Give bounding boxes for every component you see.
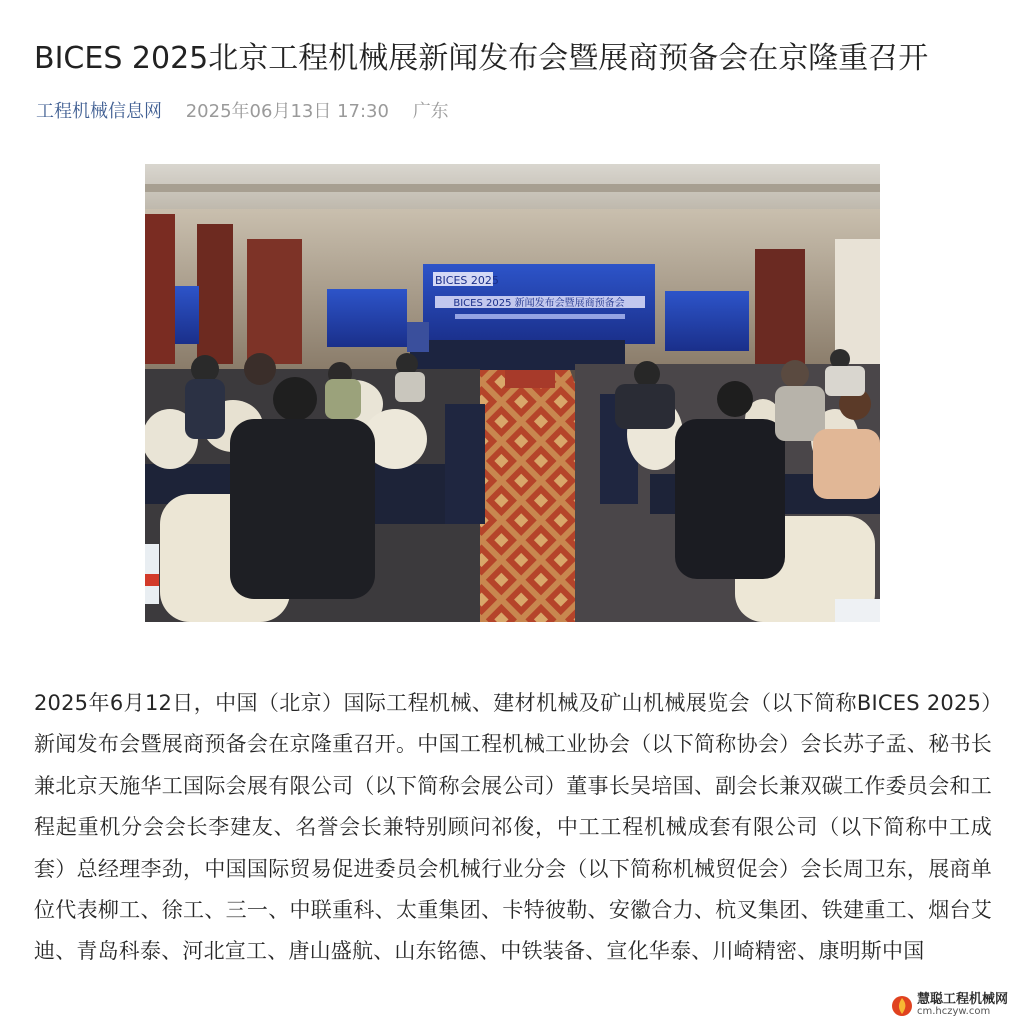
article-photo <box>145 164 880 622</box>
article-meta <box>36 99 449 125</box>
watermark-name: 慧聪工程机械网 <box>916 992 1008 1007</box>
watermark-url: cm.hczyw.com <box>916 1006 991 1017</box>
article-title: BICES 2025北京工程机械展新闻发布会暨展商预备会在京隆重召开 <box>34 41 929 76</box>
watermark <box>887 992 1012 1020</box>
conference-hall-image <box>145 164 880 622</box>
article-body: 2025年6月12日，中国（北京）国际工程机械、建材机械及矿山机械展览会（以下简称BICES 2025）新闻发布会暨展商预备会在京隆重召开。中国工程机械工业协会（以下简称协会）会长苏子孟、秘书长兼北京天施华工国际会展有限公司（以下简称会展公司）董事长吴培国、副会长兼双碳工作委员会和工程起重机分会会长李建友、名誉会长兼特别顾问祁俊，中工工程机械成套有限公司（以下简称中工成套）总经理李劲，中国国际贸易促进委员会机械行业分会（以下简称机械贸促会）会长周卫东，展商单位代表柳工、徐工、三一、中联重科、太重集团、卡特彼勒、安徽合力、杭叉集团、铁建重工、烟台艾迪、青岛科泰、河北宣工、唐山盛航、山东铭德、中铁装备、宣化华泰、川崎精密、康明斯中国 <box>34 691 992 964</box>
screen-title-text: BICES 2025 <box>435 274 499 287</box>
publish-location: 广东 <box>412 101 449 122</box>
screen-subtitle-text: BICES 2025 新闻发布会暨展商预备会 <box>453 298 625 309</box>
flame-logo-icon <box>891 995 913 1017</box>
publish-time: 2025年06月13日 17:30 <box>185 101 389 122</box>
source-link[interactable]: 工程机械信息网 <box>36 101 162 122</box>
